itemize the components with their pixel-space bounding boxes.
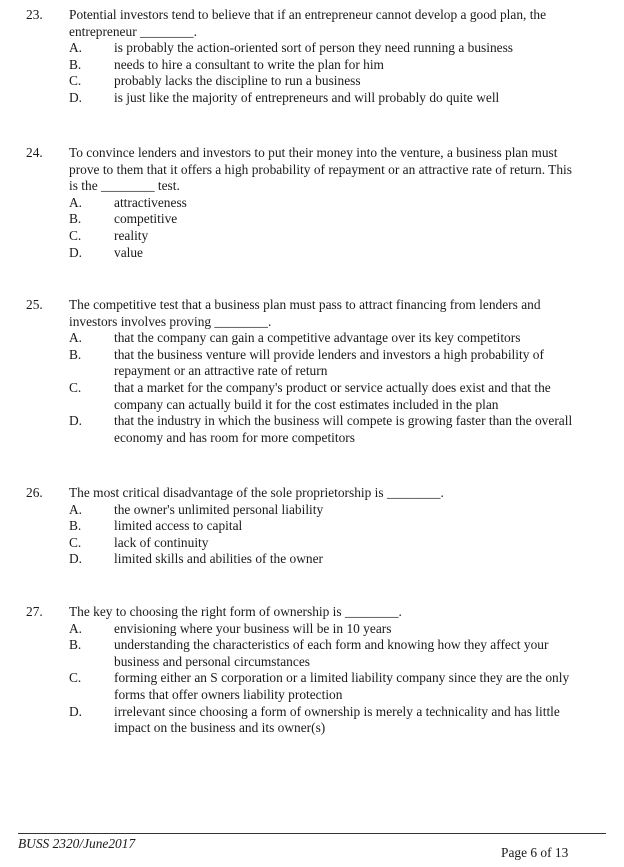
option-letter: C. [69, 379, 82, 395]
option-d [69, 704, 584, 737]
option-letter: D. [69, 413, 83, 429]
option-c [69, 228, 584, 245]
option-a [69, 195, 584, 212]
option-letter: A. [69, 194, 83, 210]
course-code: BUSS 2320/June2017 [18, 836, 136, 851]
page-number: Page 6 of 13 [501, 845, 569, 860]
option-text: that the industry in which the business will compete is growing faster than the overall economy and has room for more competitors [114, 413, 573, 445]
footer-divider [18, 833, 606, 834]
option-b [69, 57, 584, 74]
option-letter: B. [69, 637, 82, 653]
option-letter: A. [69, 40, 83, 56]
option-text: is probably the action-oriented sort of person they need running a business [114, 40, 514, 56]
question-stem: To convince lenders and investors to put their money into the venture, a business plan must prove to them that it offers a high probability of repayment or an attractive rate of return. This is the ________ test. [69, 145, 572, 194]
question-number: 24. [26, 145, 43, 160]
question-stem: The competitive test that a business plan must pass to attract financing from lenders and investors involves proving ________. [69, 297, 541, 329]
option-letter: A. [69, 501, 83, 517]
option-letter: C. [69, 670, 82, 686]
option-a [69, 621, 584, 638]
option-c [69, 73, 584, 90]
option-letter: C. [69, 227, 82, 243]
option-text: forming either an S corporation or a limited liability company since they are the only forms that offer owners liability protection [114, 670, 570, 702]
option-b [69, 347, 584, 380]
option-d [69, 245, 584, 262]
option-text: irrelevant since choosing a form of ownership is merely a technicality and has little impact on the business and its owner(s) [114, 703, 560, 736]
option-text: envisioning where your business will be in 10 years [114, 620, 392, 636]
option-text: understanding the characteristics of each form and knowing how they affect your business and personal circumstances [114, 637, 549, 669]
option-text: lack of continuity [114, 534, 209, 550]
option-a [69, 330, 584, 347]
option-d [69, 90, 584, 107]
option-letter: D. [69, 89, 83, 105]
option-c [69, 535, 584, 552]
option-letter: C. [69, 73, 82, 89]
question-stem: The most critical disadvantage of the sole proprietorship is ________. [69, 485, 444, 500]
option-text: limited access to capital [114, 518, 243, 534]
question-number: 27. [26, 604, 43, 619]
option-letter: D. [69, 551, 83, 567]
option-letter: B. [69, 211, 82, 227]
option-text: attractiveness [114, 194, 187, 210]
option-a [69, 502, 584, 519]
option-text: reality [114, 227, 149, 243]
option-c [69, 380, 584, 413]
option-text: competitive [114, 211, 178, 227]
option-a [69, 40, 584, 57]
question-stem: The key to choosing the right form of ownership is ________. [69, 604, 402, 619]
option-b [69, 518, 584, 535]
option-letter: B. [69, 56, 82, 72]
option-text: that the business venture will provide lenders and investors a high probability of repayment or an attractive rate of return [114, 346, 544, 379]
option-text: needs to hire a consultant to write the plan for him [114, 56, 384, 72]
option-letter: A. [69, 330, 83, 346]
option-text: probably lacks the discipline to run a business [114, 73, 361, 89]
option-letter: D. [69, 244, 83, 260]
question-stem: Potential investors tend to believe that if an entrepreneur cannot develop a good plan, the entrepreneur ________. [69, 7, 547, 39]
option-text: is just like the majority of entrepreneurs and will probably do quite well [114, 89, 500, 105]
option-text: the owner's unlimited personal liability [114, 501, 324, 517]
option-text: that the company can gain a competitive advantage over its key competitors [114, 330, 521, 346]
option-b [69, 637, 584, 670]
question-number: 25. [26, 297, 43, 312]
option-text: limited skills and abilities of the owner [114, 551, 324, 567]
option-text: value [114, 244, 143, 260]
question-number: 23. [26, 7, 43, 22]
option-d [69, 551, 584, 568]
option-c [69, 670, 584, 703]
question-number: 26. [26, 485, 43, 500]
option-letter: D. [69, 703, 83, 719]
option-d [69, 413, 584, 446]
option-text: that a market for the company's product or service actually does exist and that the company can actually build it for the cost estimates included in the plan [114, 379, 551, 412]
option-letter: B. [69, 518, 82, 534]
option-b [69, 211, 584, 228]
option-letter: A. [69, 620, 83, 636]
option-letter: C. [69, 534, 82, 550]
option-letter: B. [69, 346, 82, 362]
